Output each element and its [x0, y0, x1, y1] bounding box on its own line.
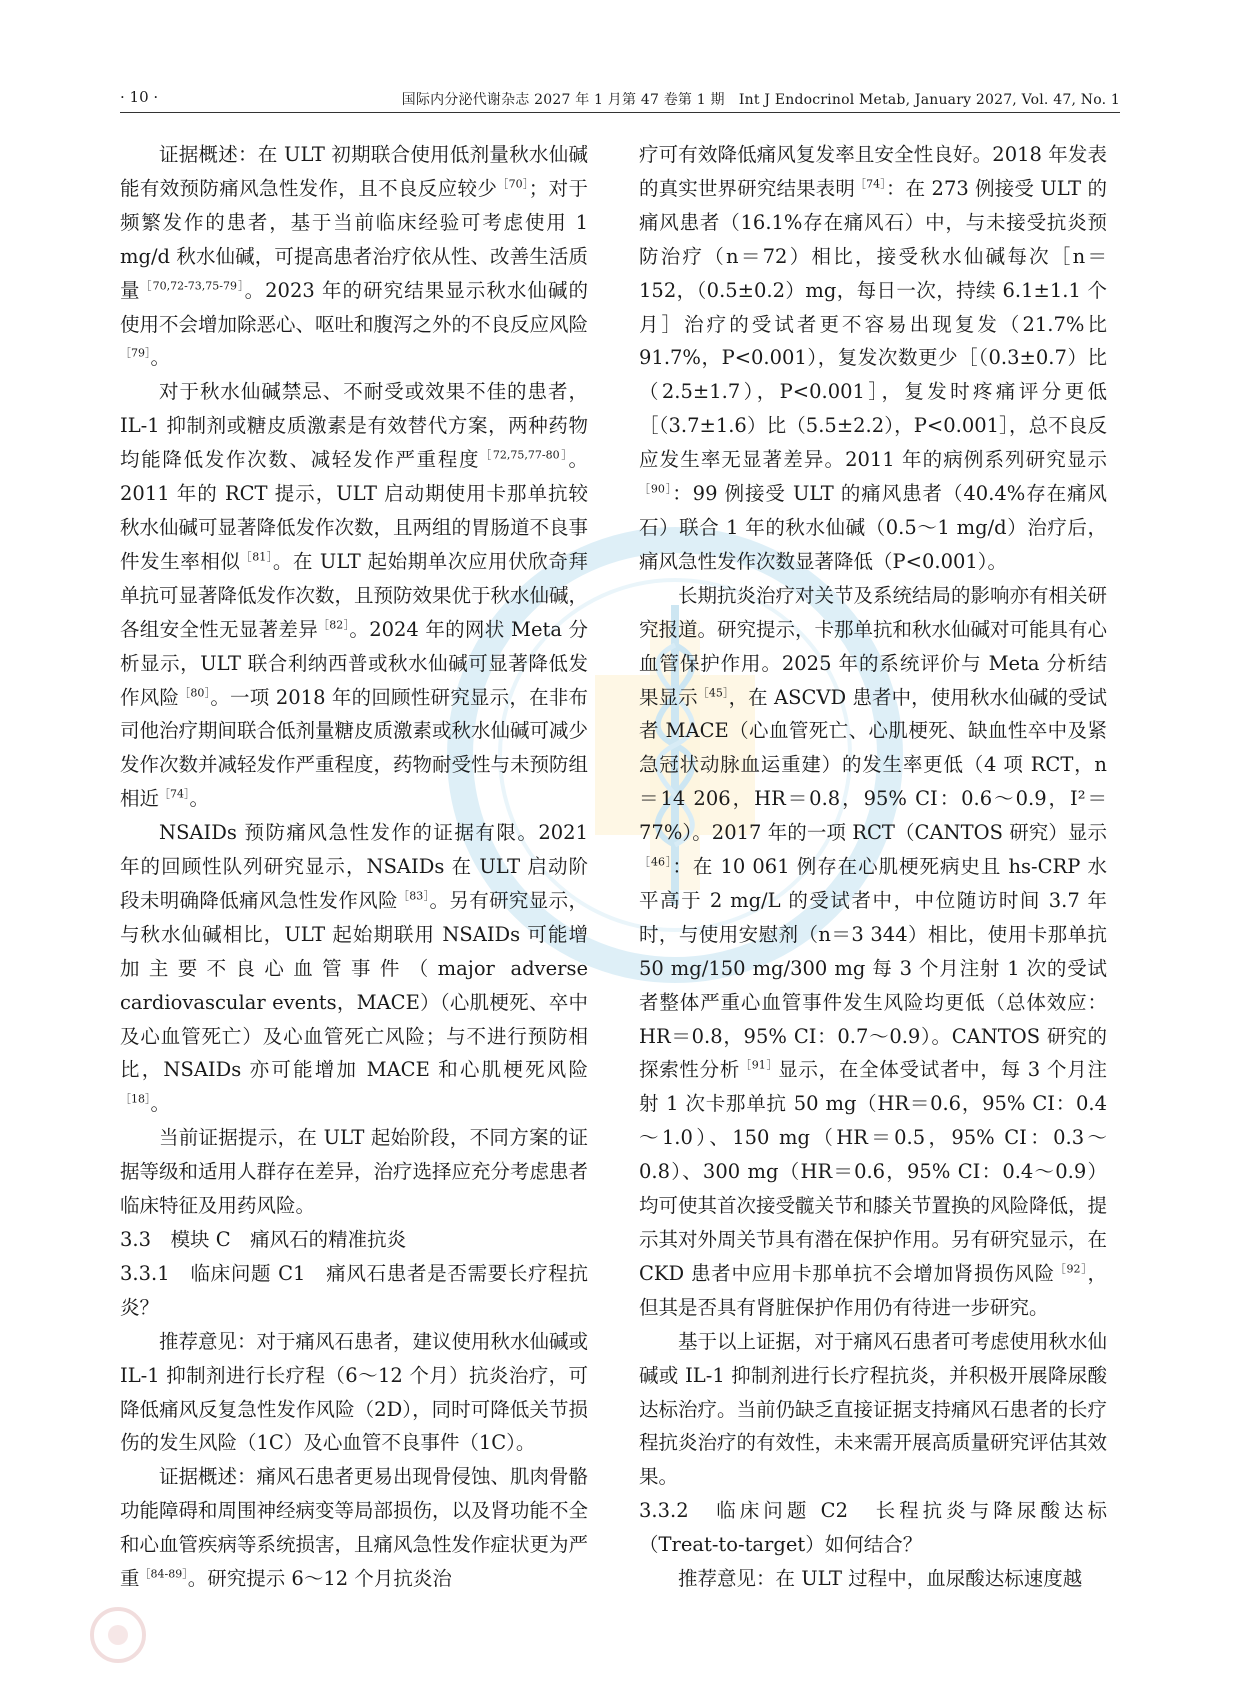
citation-ref[interactable]: ［83］ — [397, 889, 430, 903]
paragraph-recommendation-c1: 推荐意见：对于痛风石患者，建议使用秋水仙碱或 IL-1 抑制剂进行长疗程（6～12 个月）抗炎治疗，可降低痛风反复急性发作风险（2D），同时可降低关节损伤的发生风险（1C）及心血管不良事件（1C）。 — [120, 1329, 588, 1455]
citation-ref[interactable]: ［74］ — [159, 787, 190, 801]
citation-ref[interactable]: ［45］ — [697, 686, 729, 699]
section-heading-3-3-1: 3.3.1 临床问题 C1 痛风石患者是否需要长疗程抗炎？ — [120, 1261, 588, 1319]
left-column — [120, 138, 588, 1658]
citation-ref[interactable]: ［70］ — [497, 177, 529, 191]
paragraph-evidence-colchicine: 证据概述：在 ULT 初期联合使用低剂量秋水仙碱能有效预防痛风急性发作，且不良反应较少$^{[70]}$；对于频繁发作的患者，基于当前临床经验可考虑使用 1 mg/d 秋水仙碱，可提高患者治疗依从性、改善生活质量$^{[70,72-73,75-79]}$。2023 年的研究结果显示秋水仙碱的使用不会增加除恶心、呕吐和腹泻之外的不良反应风险$^{[79]}$。 — [120, 143, 588, 370]
page-number: · 10 · — [120, 88, 159, 106]
citation-ref[interactable]: ［82］ — [318, 618, 350, 632]
citation-ref[interactable]: ［80］ — [179, 686, 211, 699]
citation-ref[interactable]: ［84-89］ — [139, 1567, 188, 1581]
citation-ref[interactable]: ［46］ — [639, 855, 673, 869]
paragraph-nsaids: NSAIDs 预防痛风急性发作的证据有限。2021 年的回顾性队列研究显示，NSAIDs 在 ULT 启动阶段未明确降低痛风急性发作风险$^{[83]}$。另有研究显示，与秋水仙碱相比，ULT 起始期联用 NSAIDs 可能增加主要不良心血管事件（major adverse cardiovascular events，MACE）（心肌梗死、卒中及心血管死亡）及心血管死亡风险；与不进行预防相比，NSAIDs 亦可能增加 MACE 和心肌梗死风险$^{[18]}$。 — [120, 821, 588, 1116]
citation-ref[interactable]: ［72,75,77-80］ — [480, 448, 569, 462]
citation-ref[interactable]: ［92］ — [1054, 1262, 1088, 1276]
citation-ref[interactable]: ［74］ — [855, 177, 886, 191]
citation-ref[interactable]: ［70,72-73,75-79］ — [140, 279, 245, 293]
running-header — [120, 86, 1120, 113]
paragraph-long-term-outcomes: 长期抗炎治疗对关节及系统结局的影响亦有相关研究报道。研究提示，卡那单抗和秋水仙碱对可能具有心血管保护作用。2025 年的系统评价与 Meta 分析结果显示$^{[45]}$，在 ASCVD 患者中，使用秋水仙碱的受试者 MACE（心血管死亡、心肌梗死、缺血性卒中及紧急冠状动脉血运重建）的发生率更低（4 项 RCT，n＝14 206，HR＝0.8，95% CI：0.6～0.9，I²＝77%）。2017 年的一项 RCT（CANTOS 研究）显示$^{[46]}$：在 10 061 例存在心肌梗死病史且 hs-CRP 水平高于 2 mg/L 的受试者中，中位随访时间 3.7 年时，与使用安慰剂（n＝3 344）相比，使用卡那单抗 50 mg/150 mg/300 mg 每 3 个月注射 1 次的受试者整体严重心血管事件发生风险均更低（总体效应：HR＝0.8，95% CI：0.7～0.9）。CANTOS 研究的探索性分析$^{[91]}$显示，在全体受试者中，每 3 个月注射 1 次卡那单抗 50 mg（HR＝0.6，95% CI：0.4～1.0）、150 mg（HR＝0.5，95% CI：0.3～0.8）、300 mg（HR＝0.6，95% CI：0.4～0.9）均可使其首次接受髋关节和膝关节置换的风险降低，提示其对外周关节具有潜在保护作用。另有研究显示，在 CKD 患者中应用卡那单抗不会增加肾损伤风险$^{[92]}$，但其是否具有肾脏保护作用仍有待进一步研究。 — [639, 583, 1107, 1319]
paragraph-recommendation-c2: 推荐意见：在 ULT 过程中，血尿酸达标速度越 — [678, 1567, 1083, 1591]
paragraph-alternatives: 对于秋水仙碱禁忌、不耐受或效果不佳的患者，IL-1 抑制剂或糖皮质激素是有效替代方案，两种药物均能降低发作次数、减轻发作严重程度$^{[72,75,77-80]}$。2011 年的 RCT 提示，ULT 启动期使用卡那单抗较秋水仙碱可显著降低发作次数，且两组的胃肠道不良事件发生率相似$^{[81]}$。在 ULT 起始期单次应用伏欣奇拜单抗可显著降低发作次数，且预防效果优于秋水仙碱，各组安全性无显著差异$^{[82]}$。2024 年的网状 Meta 分析显示，ULT 联合利纳西普或秋水仙碱可显著降低发作风险$^{[80]}$。一项 2018 年的回顾性研究显示，在非布司他治疗期间联合低剂量糖皮质激素或秋水仙碱可减少发作次数并减轻发作严重程度，药物耐受性与未预防组相近$^{[74]}$。 — [120, 380, 588, 811]
citation-ref[interactable]: ［91］ — [740, 1058, 779, 1072]
citation-ref[interactable]: ［79］ — [120, 346, 151, 360]
citation-ref[interactable]: ［81］ — [240, 550, 273, 564]
paragraph-current-evidence: 当前证据提示，在 ULT 起始阶段，不同方案的证据等级和适用人群存在差异，治疗选择应充分考虑患者临床特征及用药风险。 — [120, 1126, 588, 1218]
citation-ref[interactable]: ［18］ — [120, 1092, 151, 1106]
paragraph-evidence-tophus: 证据概述：痛风石患者更易出现骨侵蚀、肌肉骨骼功能障碍和周围神经病变等局部损伤，以及肾功能不全和心血管疾病等系统损害，且痛风急性发作症状更为严重$^{[84-89]}$。研究提示 6～12 个月抗炎治 — [120, 1465, 588, 1591]
section-heading-3-3: 3.3 模块 C 痛风石的精准抗炎 — [120, 1228, 407, 1251]
section-heading-3-3-2: 3.3.2 临床问题 C2 长程抗炎与降尿酸达标（Treat-to-target）如何结合？ — [639, 1499, 1107, 1557]
right-column — [639, 138, 1107, 1658]
paragraph-evidence-continued: 疗可有效降低痛风复发率且安全性良好。2018 年发表的真实世界研究结果表明$^{[74]}$：在 273 例接受 ULT 的痛风患者（16.1%存在痛风石）中，与未接受抗炎预防治疗（n＝72）相比，接受秋水仙碱每次［n＝152，（0.5±0.2）mg，每日一次，持续 6.1±1.1 个月］治疗的受试者更不容易出现复发（21.7%比 91.7%，P<0.001），复发次数更少［（0.3±0.7）比（2.5±1.7），P<0.001］，复发时疼痛评分更低［（3.7±1.6）比（5.5±2.2），P<0.001］，总不良反应发生率无显著差异。2011 年的病例系列研究显示$^{[90]}$：99 例接受 ULT 的痛风患者（40.4%存在痛风石）联合 1 年的秋水仙碱（0.5～1 mg/d）治疗后，痛风急性发作次数显著降低（P<0.001）。 — [639, 143, 1107, 573]
journal-citation: 国际内分泌代谢杂志 2027 年 1 月第 47 卷第 1 期 Int J Endocrinol Metab, January 2027, Vol. 47, No. 1 — [401, 92, 1120, 108]
paragraph-conclusion: 基于以上证据，对于痛风石患者可考虑使用秋水仙碱或 IL-1 抑制剂进行长疗程抗炎，并积极开展降尿酸达标治疗。当前仍缺乏直接证据支持痛风石患者的长疗程抗炎治疗的有效性，未来需开展高质量研究评估其效果。 — [639, 1329, 1107, 1489]
citation-ref[interactable]: ［90］ — [639, 482, 673, 496]
